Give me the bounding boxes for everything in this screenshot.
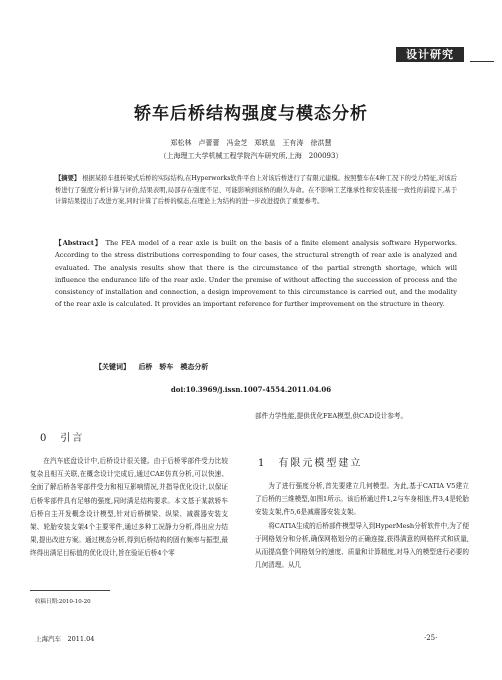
abstract-en-text: The FEA model of a rear axle is built on the basis of a finite element analysis software Hyperworks. According to the stress distributions corresponding to four cases, the structural strength of rear axle is analyzed and evaluated. The analysis results show that there is the circumstance of the partial strength shortage, which will influence the endurance life of the rear axle. Under the premise of without affecting the succession of process and the consistency of installation and connection, a design improvement to this circumstance is carried out, and the modality of the rear axle is calculated. It provides an important reference for further improvement on the structure in theory. [55,239,457,309]
introduction-paragraph: 在汽车底盘设计中,后桥设计很关键。由于后桥零部件受力比较复杂且相互关联,在概念设计完成后,通过CAE仿真分析,可以快速、全面了解后桥各零部件受力和相互影响情况,并指导优化设计,以保证后桥零部件具有足够的强度,同时满足结构要求。本文基于某款轿车后桥自主开发概念设计模型,针对后桥横梁、纵梁、减震器安装支架、轮胎安装支架4个主要零件,通过多种工况静力分析,得出应力结果,提出改进方案。通过模态分析,得到后桥结构的固有频率与振型,最终得出满足目标值的优化设计,旨在验证后桥4个零 [30,457,228,558]
footnote-rule [30,590,110,591]
right-column [255,480,469,572]
journal-issue: 上海汽车 2011.04 [35,635,95,643]
section-badge: 设计研究 [396,47,464,62]
keywords-label: 【关键词】 [95,362,130,371]
abstract-en [55,237,457,311]
badge-rule [470,61,494,62]
doi: doi:10.3969/j.issn.1007-4554.2011.04.06 [170,385,332,394]
abstract-cn-text: 根据某轿车扭转梁式后桥的实际结构,在Hyperworks软件平台上对该后桥进行了有限元建模。按照整车在4种工况下的受力特征,对该后桥进行了强度分析计算与评价,结果表明,局部存在强度不足、可能影响到该桥的耐久寿命。在不影响工艺继承性和安装连接一致性的前提下,基于计算结果提出了改进方案,同时计算了后桥的模态,在理论上为结构的进一步改进提供了重要参考。 [55,175,457,205]
fem-paragraph-2: 将CATIA生成的后桥部件模型导入到HyperMesh分析软件中,为了便于网格划分和分析,确保网格划分的正确连接,获得满意的网格样式和质量,从而提高整个网格划分的速度、质量和计算精度,对导入的模型进行必要的几何清理。从几 [255,521,469,570]
abstract-cn [55,173,457,208]
left-column [30,455,228,561]
affiliation: （上海理工大学机械工程学院汽车研究所,上海 200093） [159,152,343,160]
keywords-items: 后桥 轿车 模态分析 [138,362,209,371]
fem-paragraph-1: 为了进行强度分析,首先要建立几何模型。为此,基于CATIA V5建立了后桥的三维模型,如图1所示。该后桥通过件1,2与车身相连,件3,4是轮胎安装支架,件5,6是减震器安装支架。 [255,482,469,517]
article-title: 轿车后桥结构强度与模态分析 [134,104,368,124]
abstract-cn-label: 【摘要】 [55,175,81,182]
page-number: ·25· [424,634,438,642]
continuation-paragraph: 部件力学性能,提供优化FEA模型,供CAD设计参考。 [255,412,408,420]
abstract-en-label: 【Abstract】 [55,239,103,247]
section-heading-fem: 1 有限元模型建立 [258,458,363,469]
right-column-continuation [255,410,469,423]
section-heading-introduction: 0 引言 [40,433,85,444]
keywords [95,362,208,372]
received-date: 收稿日期:2010-10-20 [35,599,91,605]
authors: 郑松林 卢蕾蕾 冯金芝 郑轶皇 王有涛 徐洪慧 [170,139,332,147]
